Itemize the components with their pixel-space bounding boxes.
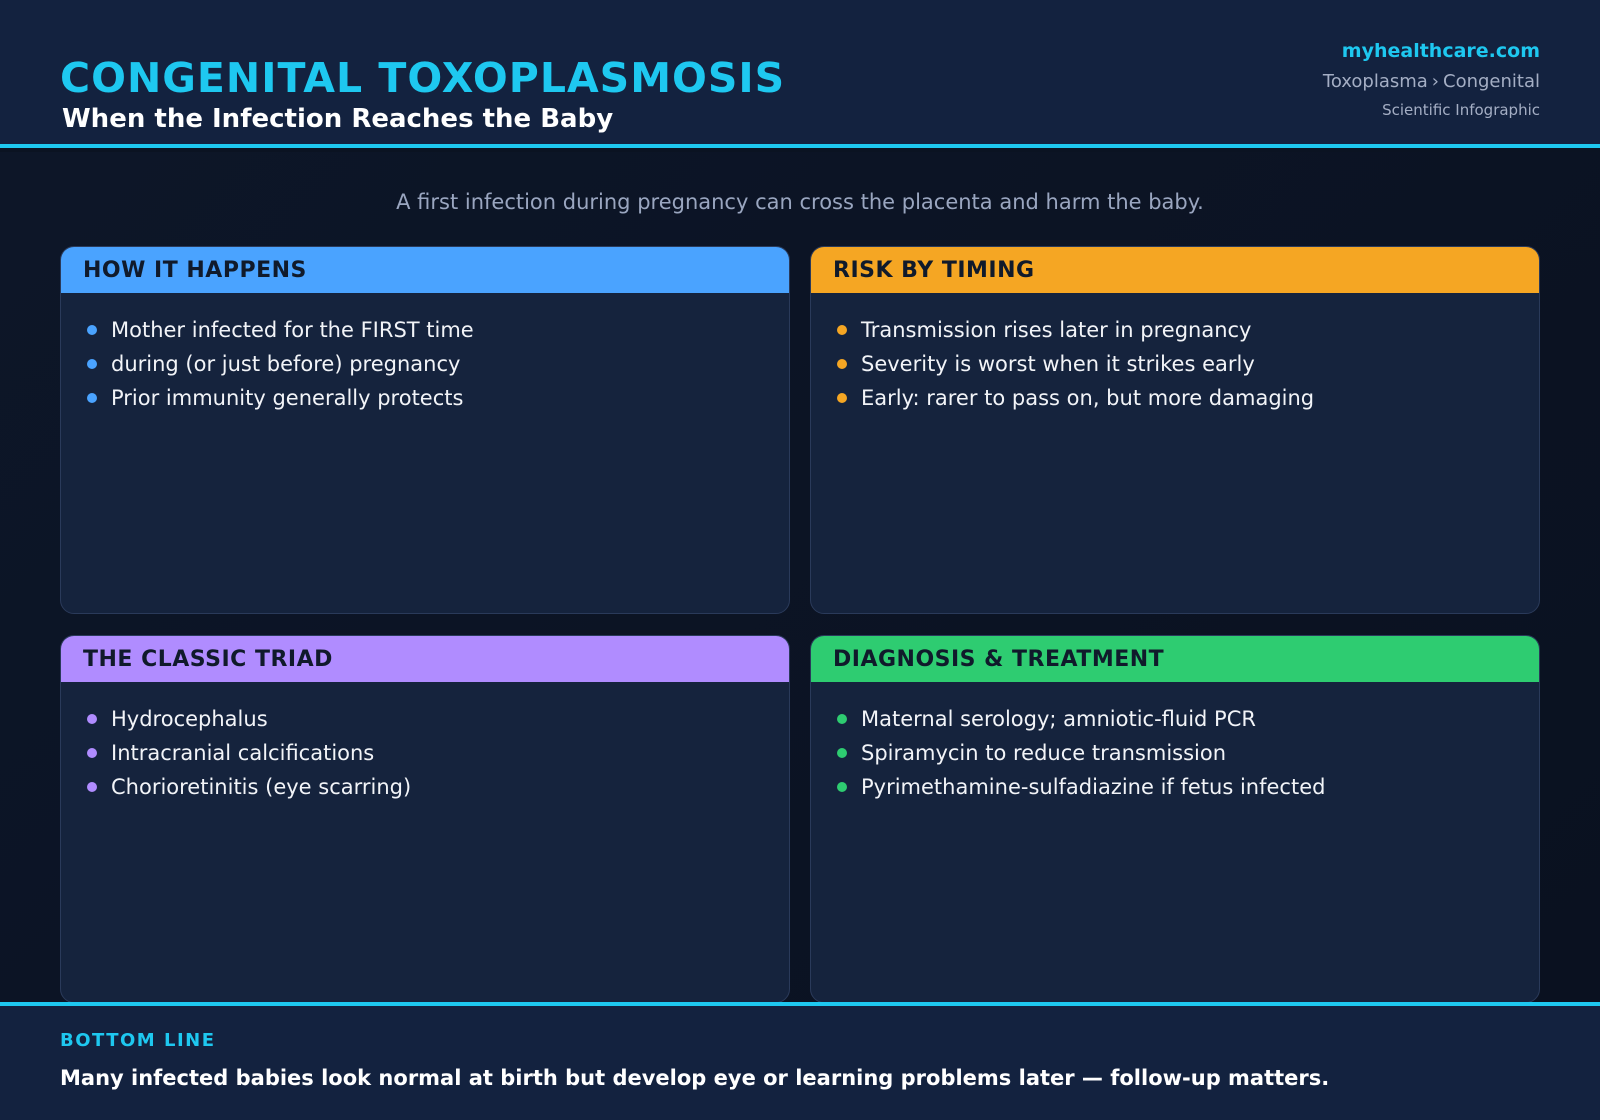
card-list xyxy=(61,293,789,415)
list-item xyxy=(837,770,1539,804)
card-diagnosis-treatment xyxy=(810,635,1540,1003)
list-item-text: Transmission rises later in pregnancy xyxy=(861,318,1252,342)
list-item xyxy=(87,770,789,804)
tagline: Scientific Infographic xyxy=(1382,101,1540,119)
list-item-text: Prior immunity generally protects xyxy=(111,386,464,410)
bullet-icon xyxy=(87,748,97,758)
card-how-it-happens xyxy=(60,246,790,614)
card-header: THE CLASSIC TRIAD xyxy=(61,636,789,682)
bullet-icon xyxy=(87,325,97,335)
card-list xyxy=(61,682,789,804)
main-content xyxy=(0,152,1600,1002)
footer-label: BOTTOM LINE xyxy=(60,1030,216,1051)
header xyxy=(0,0,1600,148)
list-item-text: Severity is worst when it strikes early xyxy=(861,352,1255,376)
card-header: RISK BY TIMING xyxy=(811,247,1539,293)
list-item-text: Maternal serology; amniotic-fluid PCR xyxy=(861,707,1256,731)
list-item xyxy=(837,702,1539,736)
footer-text: Many infected babies look normal at birth but develop eye or learning problems later — follow-up matters. xyxy=(60,1066,1330,1090)
intro-text: A first infection during pregnancy can cross the placenta and harm the baby. xyxy=(396,190,1204,214)
card-header: DIAGNOSIS & TREATMENT xyxy=(811,636,1539,682)
list-item-text: Mother infected for the FIRST time xyxy=(111,318,474,342)
bullet-icon xyxy=(87,714,97,724)
bullet-icon xyxy=(837,714,847,724)
bullet-icon xyxy=(837,393,847,403)
list-item xyxy=(87,381,789,415)
list-item xyxy=(837,736,1539,770)
breadcrumb xyxy=(1323,71,1540,92)
list-item-text: during (or just before) pregnancy xyxy=(111,352,461,376)
page-title: CONGENITAL TOXOPLASMOSIS xyxy=(60,54,786,102)
bullet-icon xyxy=(837,325,847,335)
card-list xyxy=(811,682,1539,804)
list-item-text: Intracranial calcifications xyxy=(111,741,375,765)
list-item xyxy=(87,347,789,381)
bullet-icon xyxy=(837,782,847,792)
list-item xyxy=(87,736,789,770)
bullet-icon xyxy=(87,393,97,403)
list-item xyxy=(837,347,1539,381)
list-item-text: Hydrocephalus xyxy=(111,707,268,731)
list-item xyxy=(87,313,789,347)
brand-link[interactable]: myhealthcare.com xyxy=(1341,40,1540,62)
card-classic-triad xyxy=(60,635,790,1003)
list-item-text: Pyrimethamine-sulfadiazine if fetus infected xyxy=(861,775,1326,799)
card-risk-by-timing xyxy=(810,246,1540,614)
bullet-icon xyxy=(837,359,847,369)
list-item xyxy=(87,702,789,736)
bullet-icon xyxy=(837,748,847,758)
card-list xyxy=(811,293,1539,415)
breadcrumb-item-toxoplasma[interactable]: Toxoplasma xyxy=(1322,71,1428,92)
bullet-icon xyxy=(87,359,97,369)
list-item-text: Chorioretinitis (eye scarring) xyxy=(111,775,412,799)
breadcrumb-separator: › xyxy=(1431,71,1439,92)
page-subtitle: When the Infection Reaches the Baby xyxy=(62,104,614,134)
list-item-text: Spiramycin to reduce transmission xyxy=(861,741,1227,765)
list-item xyxy=(837,313,1539,347)
card-header: HOW IT HAPPENS xyxy=(61,247,789,293)
footer xyxy=(0,1002,1600,1120)
list-item xyxy=(837,381,1539,415)
bullet-icon xyxy=(87,782,97,792)
list-item-text: Early: rarer to pass on, but more damaging xyxy=(861,386,1315,410)
breadcrumb-item-congenital[interactable]: Congenital xyxy=(1443,71,1540,92)
